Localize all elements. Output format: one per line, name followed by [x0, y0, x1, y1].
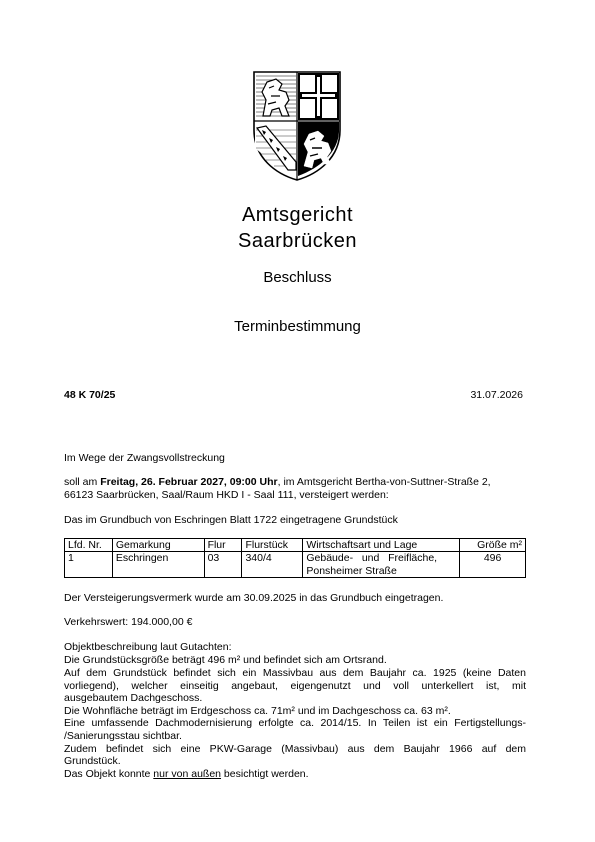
description-line-6: Eine umfassende Dachmodernisierung erfolgte ca. 2014/15. In Teilen ist ein Fertigstellungs-	[64, 717, 526, 729]
column-header: Wirtschaftsart und Lage	[303, 539, 460, 552]
auction-location: , im Amtsgericht Bertha-von-Suttner-Straße 2,	[277, 476, 491, 488]
description-line-3: vorliegend), welcher einseitig angebaut, eigengenutzt und voll unterkellert ist, mit	[64, 680, 526, 692]
cell-wirtschaftsart	[303, 552, 460, 578]
column-header: Flurstück	[242, 539, 303, 552]
court-name-line2: Saarbrücken	[238, 230, 357, 252]
table-row	[65, 552, 526, 578]
coat-of-arms-emblem	[252, 70, 342, 182]
auction-date: Freitag, 26. Februar 2027, 09:00 Uhr	[100, 476, 278, 488]
description-line-4: ausgebautem Dachgeschoss.	[64, 692, 203, 704]
column-header: Flur	[204, 539, 242, 552]
description-line-8: Zudem befindet sich eine PKW-Garage (Massivbau) aus dem Baujahr 1966 auf dem	[64, 743, 526, 755]
document-subtype-heading: Terminbestimmung	[234, 318, 361, 335]
document-date: 31.07.2026	[470, 389, 523, 401]
wirtschaftsart-line-1: Gebäude- und Freifläche,	[306, 552, 438, 565]
cell-flur: 03	[204, 552, 242, 578]
auction-prefix: soll am	[64, 476, 101, 488]
document-type-heading: Beschluss	[263, 269, 332, 286]
auction-line-1	[64, 476, 491, 488]
cell-flurstueck: 340/4	[242, 552, 303, 578]
table-header-row	[65, 539, 526, 552]
description-line-1: Die Grundstücksgröße beträgt 496 m² und befindet sich am Ortsrand.	[64, 654, 387, 666]
registration-note: Der Versteigerungsvermerk wurde am 30.09.2025 in das Grundbuch eingetragen.	[64, 592, 444, 604]
description-title: Objektbeschreibung laut Gutachten:	[64, 641, 232, 653]
description-line-7: /Sanierungsstau sichtbar.	[64, 730, 182, 742]
cell-gemarkung: Eschringen	[112, 552, 204, 578]
case-number: 48 K 70/25	[64, 389, 116, 401]
column-header: Größe m²	[460, 539, 526, 552]
property-table	[64, 538, 526, 578]
intro-text: Im Wege der Zwangsvollstreckung	[64, 452, 225, 464]
inspection-underlined: nur von außen	[153, 768, 222, 780]
inspection-text-start: Das Objekt konnte	[64, 768, 154, 780]
wirtschaftsart-line-2: Ponsheimer Straße	[306, 564, 397, 577]
inspection-text-end: besichtigt werden.	[221, 768, 309, 780]
auction-line-2: 66123 Saarbrücken, Saal/Raum HKD I - Saal 111, versteigert werden:	[64, 489, 389, 501]
description-line-9: Grundstück.	[64, 755, 121, 767]
register-intro: Das im Grundbuch von Eschringen Blatt 1722 eingetragene Grundstück	[64, 514, 398, 526]
cell-groesse: 496	[460, 552, 526, 578]
column-header: Lfd. Nr.	[65, 539, 113, 552]
description-line-5: Die Wohnfläche beträgt im Erdgeschoss ca. 71m² und im Dachgeschoss ca. 63 m².	[64, 705, 451, 717]
description-line-2: Auf dem Grundstück befindet sich ein Massivbau aus dem Baujahr ca. 1925 (keine Daten	[64, 667, 526, 679]
market-value: Verkehrswert: 194.000,00 €	[64, 616, 193, 628]
cell-nr: 1	[65, 552, 113, 578]
court-name-line1: Amtsgericht	[241, 204, 354, 226]
column-header: Gemarkung	[112, 539, 204, 552]
description-line-10	[64, 768, 309, 780]
